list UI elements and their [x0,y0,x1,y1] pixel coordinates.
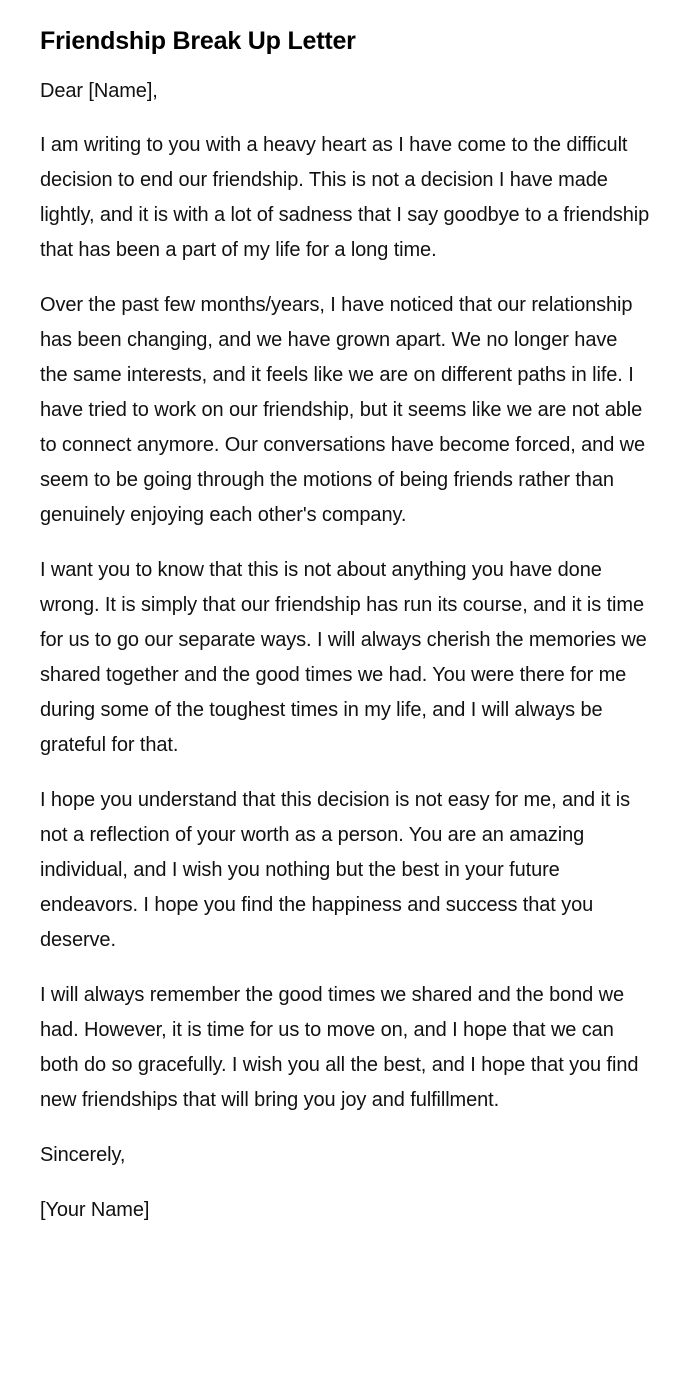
document-title: Friendship Break Up Letter [40,27,356,55]
letter-greeting: Dear [Name], [40,80,158,102]
letter-paragraph-4: I hope you understand that this decision is not easy for me, and it is not a reflection of your worth as a person. You are an amazing individual, and I wish you nothing but the best in your future endeavors. I hope you find the happiness and success that you deserve. [40,789,631,951]
letter-paragraph-1: I am writing to you with a heavy heart as I have come to the difficult decision to end our friendship. This is not a decision I have made lightly, and it is with a lot of sadness that I say goodbye to a friendship that has been a part of my life for a long time. [40,134,650,261]
letter-paragraph-5: I will always remember the good times we shared and the bond we had. However, it is time for us to move on, and I hope that we can both do so gracefully. I wish you all the best, and I hope that you find new friendships that will bring you joy and fulfillment. [40,984,639,1111]
letter-closing: Sincerely, [40,1144,126,1166]
letter-paragraph-2: Over the past few months/years, I have noticed that our relationship has been changing, and we have grown apart. We no longer have the same interests, and it feels like we are on different paths in life. I have tried to work on our friendship, but it seems like we are not able to connect anymore. Our conversations have become forced, and we seem to be going through the motions of being friends rather than genuinely enjoying each other's company. [40,294,646,526]
letter-document [40,24,650,1248]
letter-paragraph-3: I want you to know that this is not about anything you have done wrong. It is simply that our friendship has run its course, and it is time for us to go our separate ways. I will always cherish the memories we shared together and the good times we had. You were there for me during some of the toughest times in my life, and I will always be grateful for that. [40,559,647,756]
letter-signature: [Your Name] [40,1199,150,1221]
